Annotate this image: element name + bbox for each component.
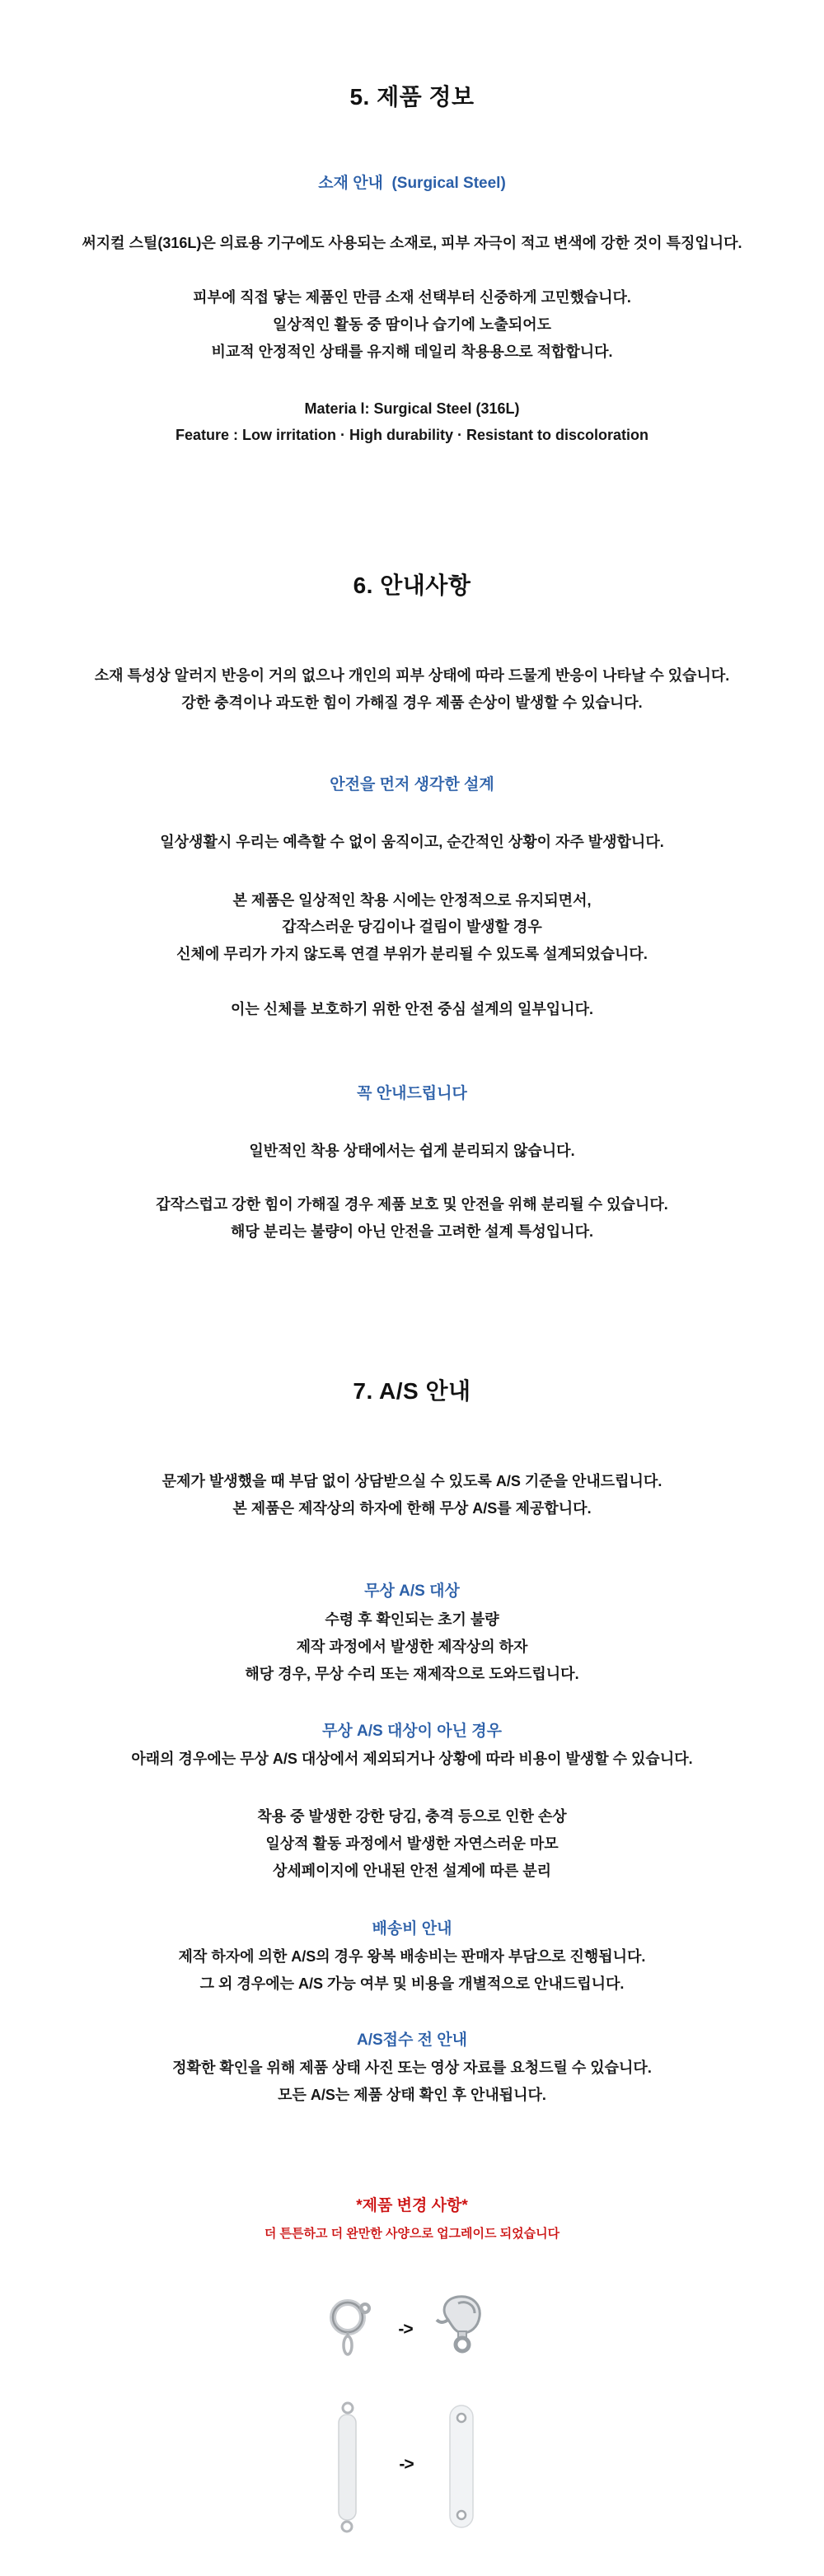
safety-line-5: 이는 신체를 보호하기 위한 안전 중심 설계의 일부입니다.: [231, 1001, 593, 1017]
material-care-3: 비교적 안정적인 상태를 유지해 데일리 착용용으로 적합합니다.: [211, 344, 613, 360]
section6-title: 6. 안내사항: [353, 573, 471, 598]
material-care-1: 피부에 직접 닿는 제품인 만큼 소재 선택부터 신중하게 고민했습니다.: [193, 289, 631, 306]
not-free-heading: 무상 A/S 대상이 아닌 경우: [322, 1723, 502, 1740]
spring-ring-clasp-image: [324, 2295, 375, 2363]
before-as-2: 모든 A/S는 제품 상태 확인 후 안내됩니다.: [278, 2087, 546, 2103]
shipping-heading: 배송비 안내: [372, 1920, 452, 1938]
not-free-intro: 아래의 경우에는 무상 A/S 대상에서 제외되거나 상황에 따라 비용이 발생할 수 있습니다.: [131, 1751, 693, 1767]
notice-1: 소재 특성상 알러지 반응이 거의 없으나 개인의 피부 상태에 따라 드물게 반응이 나타날 수 있습니다.: [94, 667, 730, 684]
change-notice-subtitle: 더 튼튼하고 더 완만한 사양으로 업그레이드 되었습니다: [264, 2227, 560, 2241]
free-as-3: 해당 경우, 무상 수리 또는 재제작으로 도와드립니다.: [245, 1666, 579, 1682]
shipping-1: 제작 하자에 의한 A/S의 경우 왕복 배송비는 판매자 부담으로 진행됩니다.: [178, 1948, 646, 1965]
safety-line-4: 신체에 무리가 가지 않도록 연결 부위가 분리될 수 있도록 설계되었습니다.: [176, 946, 648, 962]
material-heading: 소재 안내 (Surgical Steel): [318, 175, 506, 192]
arrow-right-icon: ->: [398, 2320, 413, 2339]
free-as-heading: 무상 A/S 대상: [364, 1583, 460, 1600]
shipping-2: 그 외 경우에는 A/S 가능 여부 및 비용을 개별적으로 안내드립니다.: [199, 1975, 625, 1992]
material-care-2: 일상적인 활동 중 땀이나 습기에 노출되어도: [273, 316, 551, 333]
safety-line-2: 본 제품은 일상적인 착용 시에는 안정적으로 유지되면서,: [232, 892, 592, 909]
change-notice-title: *제품 변경 사항*: [356, 2197, 468, 2214]
section7-title: 7. A/S 안내: [353, 1378, 471, 1404]
safety-line-3: 갑작스러운 당김이나 걸림이 발생할 경우: [282, 919, 542, 935]
must-know-2: 갑작스럽고 강한 힘이 가해질 경우 제품 보호 및 안전을 위해 분리될 수 있습니다.: [156, 1196, 668, 1213]
notice-2: 강한 충격이나 과도한 힘이 가해질 경우 제품 손상이 발생할 수 있습니다.: [181, 694, 643, 711]
not-free-3: 상세페이지에 안내된 안전 설계에 따른 분리: [273, 1863, 551, 1879]
material-spec: Materia l: Surgical Steel (316L): [304, 400, 520, 417]
slim-bar-pendant-image: [331, 2401, 363, 2538]
free-as-2: 제작 과정에서 발생한 제작상의 하자: [296, 1639, 528, 1655]
safety-line-1: 일상생활시 우리는 예측할 수 없이 움직이고, 순간적인 상황이 자주 발생합니다.: [160, 834, 664, 850]
must-know-1: 일반적인 착용 상태에서는 쉽게 분리되지 않습니다.: [249, 1143, 575, 1159]
before-as-1: 정확한 확인을 위해 제품 상태 사진 또는 영상 자료를 요청드릴 수 있습니다.: [172, 2059, 652, 2076]
arrow-right-icon: ->: [399, 2455, 414, 2474]
as-intro-1: 문제가 발생했을 때 부담 없이 상담받으실 수 있도록 A/S 기준을 안내드립니다.: [162, 1473, 662, 1489]
wide-bar-pendant-image: [448, 2404, 475, 2533]
not-free-2: 일상적 활동 과정에서 발생한 자연스러운 마모: [265, 1835, 559, 1852]
section5-title: 5. 제품 정보: [349, 84, 475, 110]
before-as-heading: A/S접수 전 안내: [356, 2031, 467, 2049]
must-know-3: 해당 분리는 불량이 아닌 안전을 고려한 설계 특성입니다.: [231, 1223, 593, 1240]
must-know-heading: 꼭 안내드립니다: [357, 1085, 467, 1102]
material-intro: 써지컬 스틸(316L)은 의료용 기구에도 사용되는 소재로, 피부 자극이 적고 변색에 강한 것이 특징입니다.: [82, 235, 742, 251]
feature-spec: Feature : Low irritation · High durability · Resistant to discoloration: [175, 427, 649, 443]
free-as-1: 수령 후 확인되는 초기 불량: [325, 1611, 499, 1628]
not-free-1: 착용 중 발생한 강한 당김, 충격 등으로 인한 손상: [257, 1808, 567, 1825]
lobster-clasp-image: [433, 2292, 486, 2362]
safety-design-heading: 안전을 먼저 생각한 설계: [330, 776, 494, 793]
as-intro-2: 본 제품은 제작상의 하자에 한해 무상 A/S를 제공합니다.: [232, 1500, 592, 1517]
